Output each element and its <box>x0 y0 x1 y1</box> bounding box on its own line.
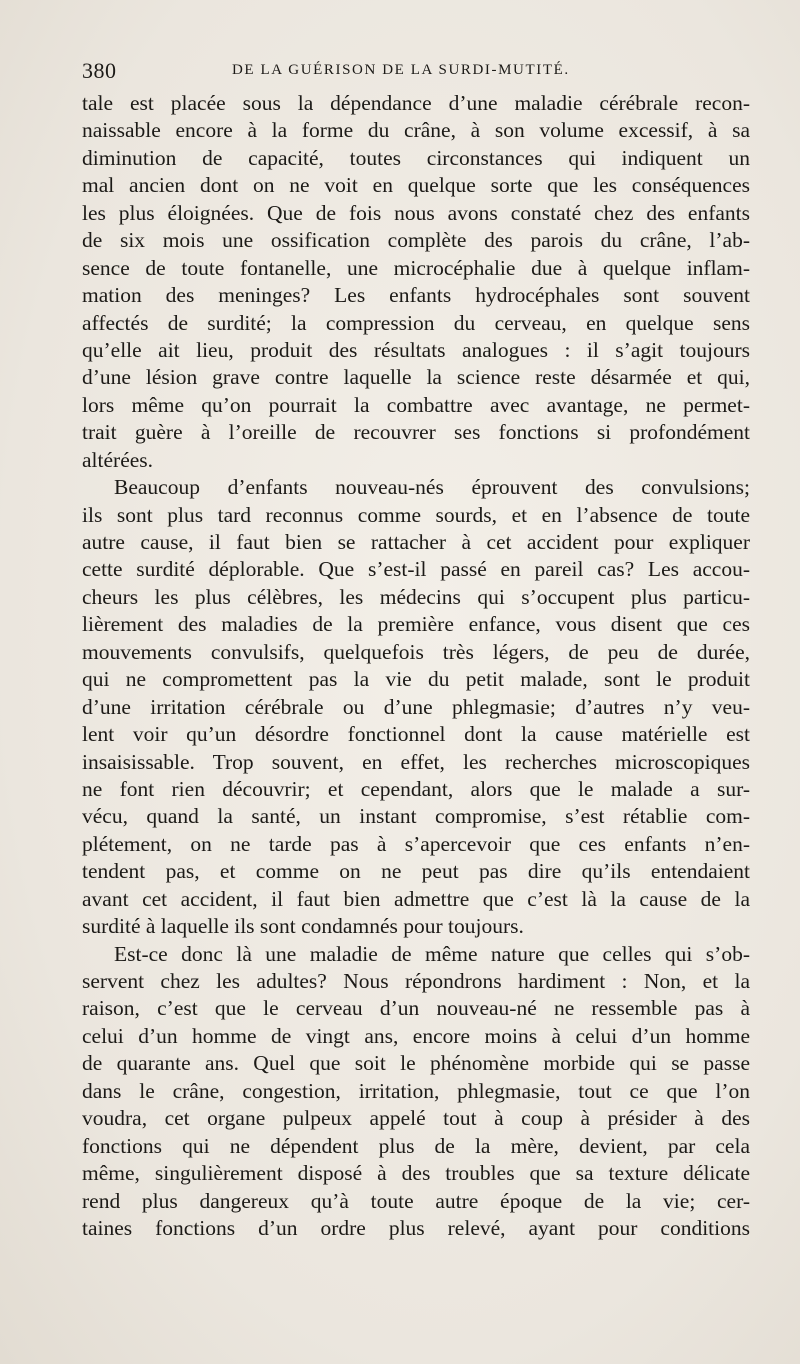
text-line: plétement, on ne tarde pas à s’apercevoir que ces enfants n’en- <box>82 831 750 856</box>
text-line: sence de toute fontanelle, une microcéphalie due à quelque inflam- <box>82 255 750 280</box>
text-line: servent chez les adultes? Nous répondrons hardiment : Non, et la <box>82 969 750 993</box>
paragraph-first-line: Beaucoup d’enfants nouveau-nés éprouvent des convulsions; <box>114 475 750 500</box>
text-line: lièrement des maladies de la première enfance, vous disent que ces <box>82 612 750 637</box>
text-line: voudra, cet organe pulpeux appelé tout à coup à présider à des <box>82 1106 750 1131</box>
text-line: dans le crâne, congestion, irritation, phlegmasie, tout ce que l’on <box>82 1078 750 1103</box>
text-line: naissable encore à la forme du crâne, à son volume excessif, à sa <box>82 118 750 143</box>
text-line: d’une lésion grave contre laquelle la science reste désarmée et qui, <box>82 365 750 390</box>
text-line: taines fonctions d’un ordre plus relevé, ayant pour conditions <box>82 1215 750 1240</box>
text-line: lors même qu’on pourrait la combattre avec avantage, ne permet- <box>82 392 750 417</box>
page-number: 380 <box>82 58 117 83</box>
text-line: qui ne compromettent pas la vie du petit malade, sont le produit <box>82 667 750 692</box>
text-line: tale est placée sous la dépendance d’une maladie cérébrale recon- <box>82 91 750 115</box>
text-line: vécu, quand la santé, un instant compromise, s’est rétablie com- <box>82 804 750 829</box>
text-line: mal ancien dont on ne voit en quelque sorte que les conséquences <box>82 173 750 198</box>
text-line: affectés de surdité; la compression du cerveau, en quelque sens <box>82 310 750 335</box>
text-line: d’une irritation cérébrale ou d’une phlegmasie; d’autres n’y veu- <box>82 694 750 719</box>
text-line: mouvements convulsifs, quelquefois très légers, de peu de durée, <box>82 639 750 664</box>
text-line: cette surdité déplorable. Que s’est-il passé en pareil cas? Les accou- <box>82 557 750 582</box>
text-line: rend plus dangereux qu’à toute autre époque de la vie; cer- <box>82 1188 750 1213</box>
text-line: même, singulièrement disposé à des troubles que sa texture délicate <box>82 1161 750 1186</box>
text-line: fonctions qui ne dépendent plus de la mère, devient, par cela <box>82 1133 750 1158</box>
body-text <box>82 90 750 1242</box>
text-line: raison, c’est que le cerveau d’un nouveau-né ne ressemble pas à <box>82 996 750 1021</box>
text-line: surdité à laquelle ils sont condamnés pour toujours. <box>82 914 524 939</box>
running-head <box>82 58 750 88</box>
text-line: avant cet accident, il faut bien admettre que c’est là la cause de la <box>82 886 750 911</box>
text-line: altérées. <box>82 447 154 472</box>
text-line: insaisissable. Trop souvent, en effet, les recherches microscopiques <box>82 749 750 774</box>
text-line: de six mois une ossification complète des parois du crâne, l’ab- <box>82 228 750 253</box>
text-line: celui d’un homme de vingt ans, encore moins à celui d’un homme <box>82 1023 750 1048</box>
text-line: lent voir qu’un désordre fonctionnel dont la cause matérielle est <box>82 722 750 747</box>
text-line: les plus éloignées. Que de fois nous avons constaté chez des enfants <box>82 200 750 225</box>
text-line: tendent pas, et comme on ne peut pas dire qu’ils entendaient <box>82 859 750 884</box>
text-line: ne font rien découvrir; et cependant, alors que le malade a sur- <box>82 776 750 801</box>
text-line: de quarante ans. Quel que soit le phénomène morbide qui se passe <box>82 1051 750 1076</box>
text-line: ils sont plus tard reconnus comme sourds, et en l’absence de toute <box>82 502 750 527</box>
text-line: autre cause, il faut bien se rattacher à cet accident pour expliquer <box>82 530 750 554</box>
text-line: trait guère à l’oreille de recouvrer ses fonctions si profondément <box>82 420 750 445</box>
text-line: qu’elle ait lieu, produit des résultats analogues : il s’agit toujours <box>82 337 750 362</box>
text-line: diminution de capacité, toutes circonstances qui indiquent un <box>82 145 750 170</box>
text-line: mation des meninges? Les enfants hydrocéphales sont souvent <box>82 283 750 308</box>
running-title: DE LA GUÉRISON DE LA SURDI-MUTITÉ. <box>232 62 570 78</box>
paragraph-first-line: Est-ce donc là une maladie de même nature que celles qui s’ob- <box>114 941 750 966</box>
text-line: cheurs les plus célèbres, les médecins qui s’occupent plus particu- <box>82 584 750 609</box>
